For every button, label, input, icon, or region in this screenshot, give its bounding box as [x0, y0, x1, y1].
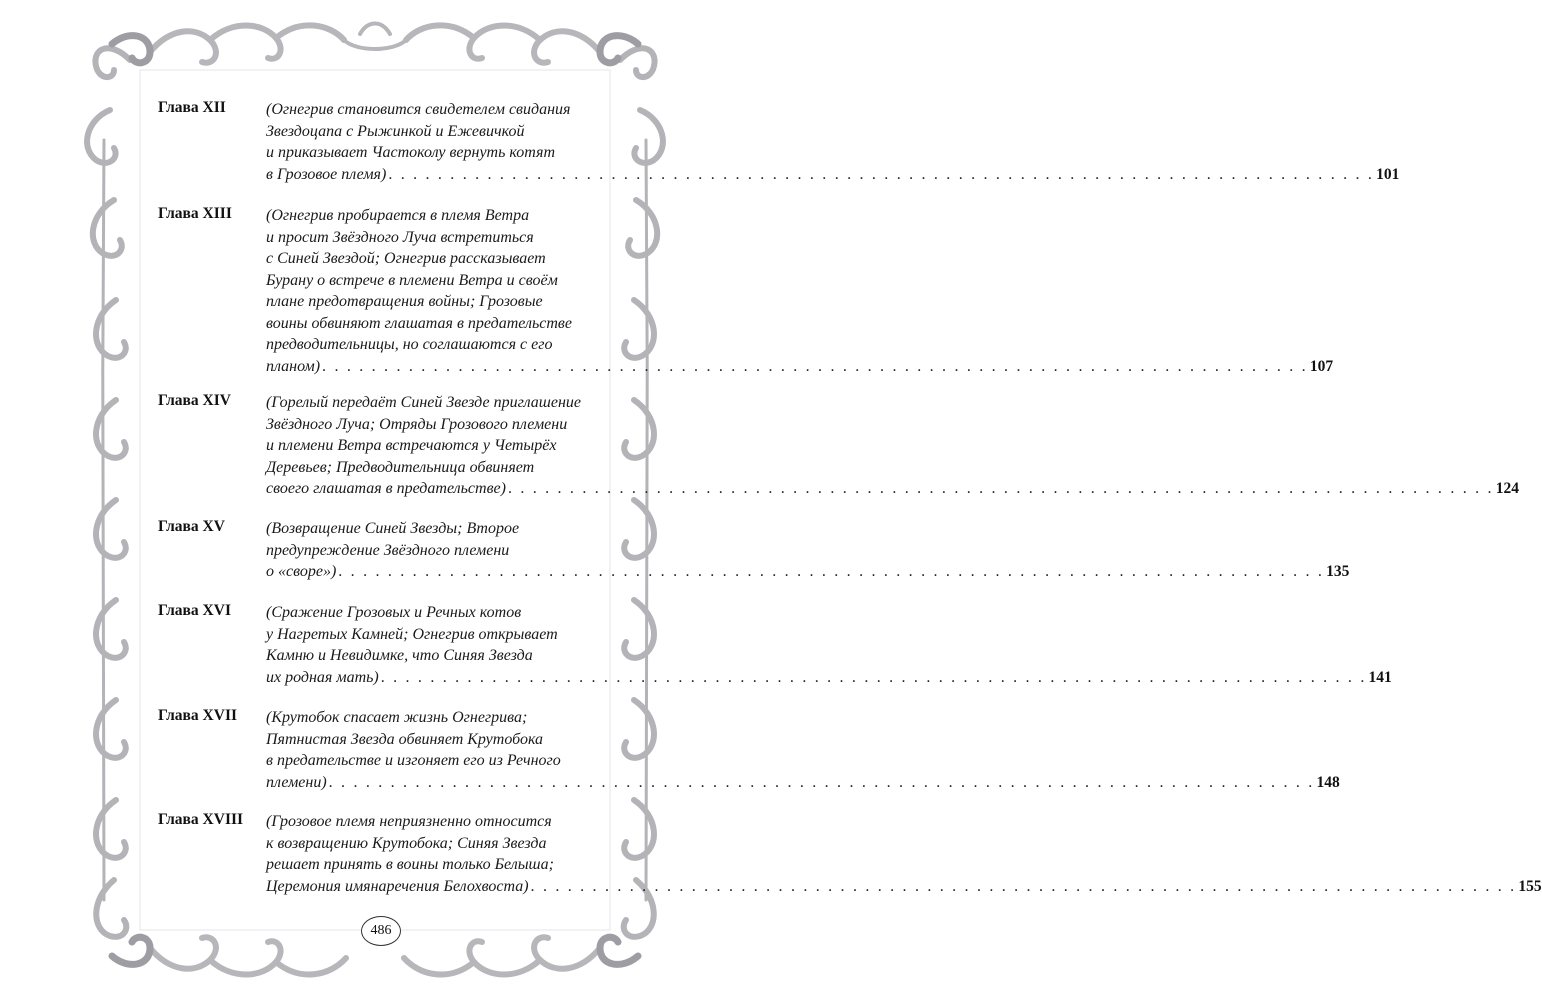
summary-last-line — [266, 164, 1400, 186]
summary-line: (Горелый передаёт Синей Звезде приглашение — [266, 394, 581, 411]
page-ref: 155 — [1518, 877, 1542, 895]
summary-last-line — [266, 876, 1542, 898]
summary-line: предупреждение Звёздного племени — [266, 541, 510, 559]
page-ref: 107 — [1309, 357, 1334, 375]
chapter-label: Глава XIII — [158, 205, 232, 222]
chapter-summary — [266, 811, 1542, 897]
chapter-summary — [266, 392, 1519, 500]
chapter-label: Глава XVI — [158, 602, 231, 619]
summary-line: (Огнегрив пробирается в племя Ветра — [266, 207, 530, 224]
summary-line: с Синей Звездой; Огнегрив рассказывает — [266, 250, 546, 267]
dot-leader: . . . . . . . . . . . . . . . . . . . . . . . . . . . . . . . . . . . . . . . . . . . . . . . . . . . . . . . . . . . . . . . . . . . . . . . . . . . . . . . . — [388, 165, 1375, 183]
summary-last-line — [266, 356, 1334, 378]
summary-line: Звездоцапа с Рыжинкой и Ежевичкой — [266, 122, 525, 140]
summary-line: (Сражение Грозовых и Речных котов — [266, 604, 522, 621]
summary-line: решает принять в воины только Белыша; — [266, 856, 554, 873]
page-ref: 148 — [1316, 773, 1340, 791]
summary-line: (Огнегрив становится свидетелем свидания — [266, 101, 571, 118]
summary-line: у Нагретых Камней; Огнегрив открывает — [266, 625, 558, 643]
summary-line: (Крутобок спасает жизнь Огнегрива; — [266, 709, 528, 726]
summary-line: плане предотвращения войны; Грозовые — [266, 293, 543, 310]
summary-line: Звёздного Луча; Отряды Грозового племени — [266, 415, 568, 433]
summary-line: Камню и Невидимке, что Синяя Звезда — [266, 647, 533, 664]
page-ref: 141 — [1368, 668, 1392, 686]
dot-leader: . . . . . . . . . . . . . . . . . . . . . . . . . . . . . . . . . . . . . . . . . . . . . . . . . . . . . . . . . . . . . . . . . . . . . . . . . . . . . . . . — [507, 480, 1494, 497]
dot-leader: . . . . . . . . . . . . . . . . . . . . . . . . . . . . . . . . . . . . . . . . . . . . . . . . . . . . . . . . . . . . . . . . . . . . . . . . . . . . . . . . — [328, 773, 1315, 791]
summary-line: и просит Звёздного Луча встретиться — [266, 228, 534, 246]
chapter-label: Глава XV — [158, 518, 225, 535]
page-ref: 124 — [1495, 480, 1519, 497]
summary-line: Деревьев; Предводительница обвиняет — [266, 458, 535, 476]
summary-last-line — [266, 772, 1340, 794]
summary-line: в предательстве и изгоняет его из Речного — [266, 752, 561, 769]
summary-line: Бурану о встрече в племени Ветра и своём — [266, 271, 558, 289]
summary-last-line — [266, 667, 1392, 689]
chapter-summary — [266, 518, 1350, 583]
summary-line: (Грозовое племя неприязненно относится — [266, 813, 552, 830]
chapter-summary — [266, 602, 1392, 688]
dot-leader: . . . . . . . . . . . . . . . . . . . . . . . . . . . . . . . . . . . . . . . . . . . . . . . . . . . . . . . . . . . . . . . . . . . . . . . . . . . . . . . . — [322, 357, 1308, 375]
chapter-summary — [266, 205, 1334, 377]
chapter-label: Глава XVII — [158, 707, 238, 724]
dot-leader: . . . . . . . . . . . . . . . . . . . . . . . . . . . . . . . . . . . . . . . . . . . . . . . . . . . . . . . . . . . . . . . . . . . . . . . . . . . . . . . . — [380, 668, 1367, 686]
summary-line: и приказывает Частоколу вернуть котят — [266, 144, 556, 161]
summary-line: племени) — [266, 773, 327, 791]
chapter-label: Глава XVIII — [158, 811, 244, 828]
page-number: 486 — [361, 916, 401, 946]
summary-line: к возвращению Крутобока; Синяя Звезда — [266, 834, 547, 852]
summary-line: воины обвиняют глашатая в предательстве — [266, 314, 572, 332]
summary-line: Пятнистая Звезда обвиняет Крутобока — [266, 730, 544, 748]
chapter-label: Глава XII — [158, 99, 226, 116]
summary-line: Церемония имянаречения Белохвоста) — [266, 877, 529, 895]
chapter-label: Глава XIV — [158, 392, 231, 409]
summary-last-line — [266, 478, 1519, 500]
summary-line: (Возвращение Синей Звезды; Второе — [266, 520, 520, 537]
summary-line: о «своре») — [266, 563, 337, 580]
summary-line: их родная мать) — [266, 668, 379, 686]
dot-leader: . . . . . . . . . . . . . . . . . . . . . . . . . . . . . . . . . . . . . . . . . . . . . . . . . . . . . . . . . . . . . . . . . . . . . . . . . . . . . . . . — [338, 563, 1325, 580]
chapter-summary — [266, 99, 1400, 185]
summary-line: планом) — [266, 357, 321, 375]
summary-line: и племени Ветра встречаются у Четырёх — [266, 437, 557, 454]
summary-line: в Грозовое племя) — [266, 165, 387, 183]
page-ref: 135 — [1326, 563, 1350, 580]
summary-line: своего глашатая в предательстве) — [266, 480, 506, 497]
summary-line: предводительницы, но соглашаются с его — [266, 336, 553, 353]
dot-leader: . . . . . . . . . . . . . . . . . . . . . . . . . . . . . . . . . . . . . . . . . . . . . . . . . . . . . . . . . . . . . . . . . . . . . . . . . . . . . . . . — [530, 877, 1517, 895]
chapter-summary — [266, 707, 1340, 793]
page-ref: 101 — [1376, 165, 1400, 183]
summary-last-line — [266, 561, 1350, 583]
